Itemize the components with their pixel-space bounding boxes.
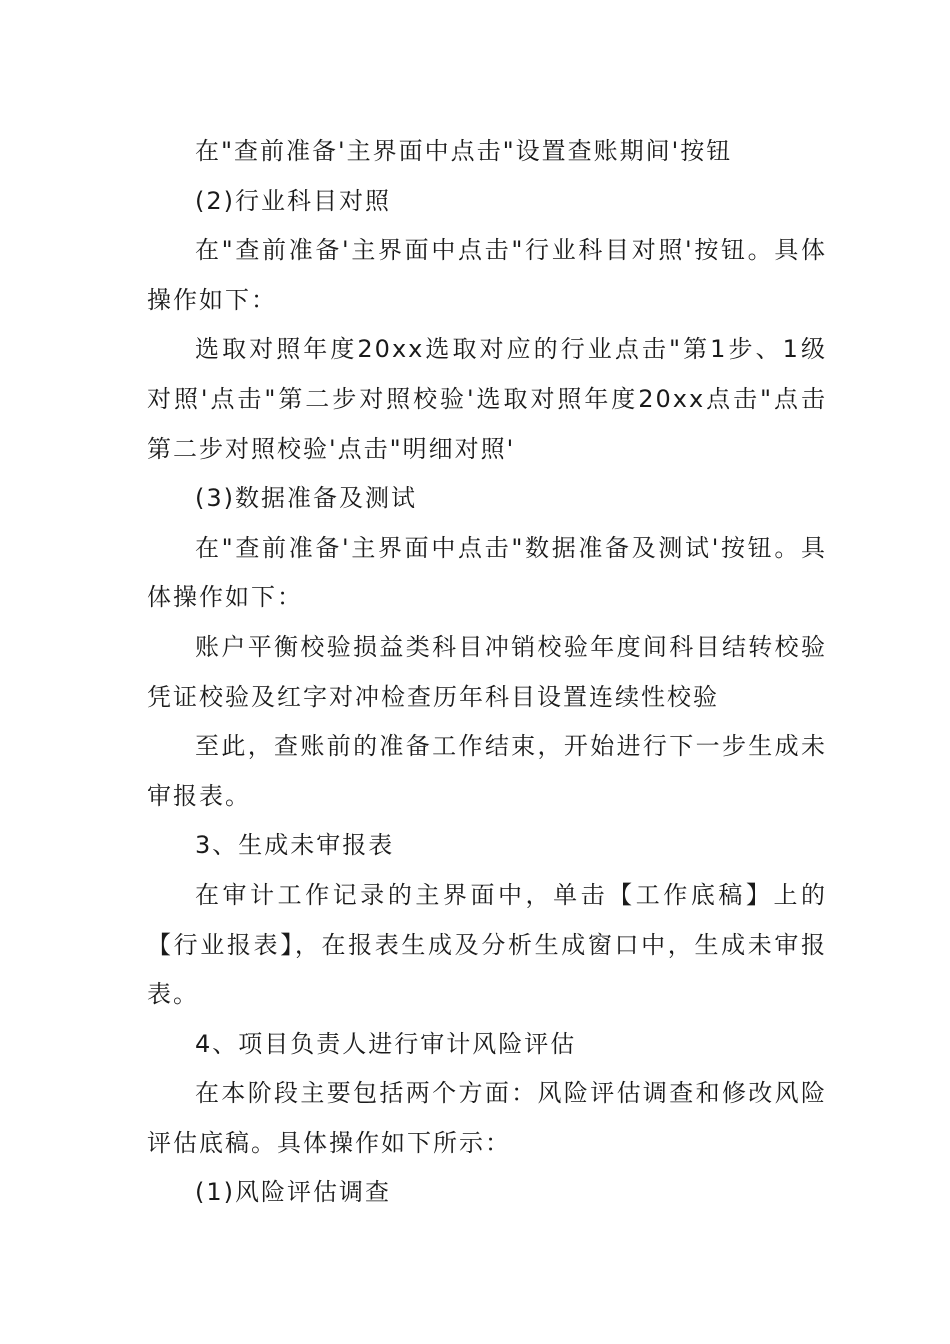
paragraph-risk-assessment: 在本阶段主要包括两个方面：风险评估调查和修改风险评估底稿。具体操作如下所示： [147, 1079, 827, 1157]
paragraph-industry-subject-mapping: 在"查前准备'主界面中点击"行业科目对照'按钮。具体操作如下： [147, 236, 827, 314]
paragraph-preparation-done: 至此，查账前的准备工作结束，开始进行下一步生成未审报表。 [147, 732, 827, 810]
paragraph-validation-steps: 账户平衡校验损益类科目冲销校验年度间科目结转校验凭证校验及红字对冲检查历年科目设置连续性校验 [147, 632, 827, 711]
paragraph-data-preparation: 在"查前准备'主界面中点击"数据准备及测试'按钮。具体操作如下： [147, 533, 827, 612]
paragraph-unaudited-reports: 在审计工作记录的主界面中，单击【工作底稿】上的【行业报表】，在报表生成及分析生成窗口中，生成未审报表。 [147, 880, 827, 1009]
heading-industry-subject-mapping: (2)行业科目对照 [195, 186, 391, 215]
paragraph-mapping-steps: 选取对照年度20xx选取对应的行业点击"第1步、1级对照'点击"第二步对照校验'选取对照年度20xx点击"点击第二步对照校验'点击"明细对照' [147, 335, 827, 463]
document-body [147, 127, 827, 1218]
heading-risk-assessment: 4、项目负责人进行审计风险评估 [195, 1029, 577, 1058]
heading-data-preparation: (3)数据准备及测试 [195, 484, 417, 513]
paragraph-set-period: 在"查前准备'主界面中点击"设置查账期间'按钮 [195, 137, 733, 165]
heading-risk-survey: (1)风险评估调查 [195, 1178, 391, 1207]
heading-unaudited-reports: 3、生成未审报表 [195, 831, 395, 860]
